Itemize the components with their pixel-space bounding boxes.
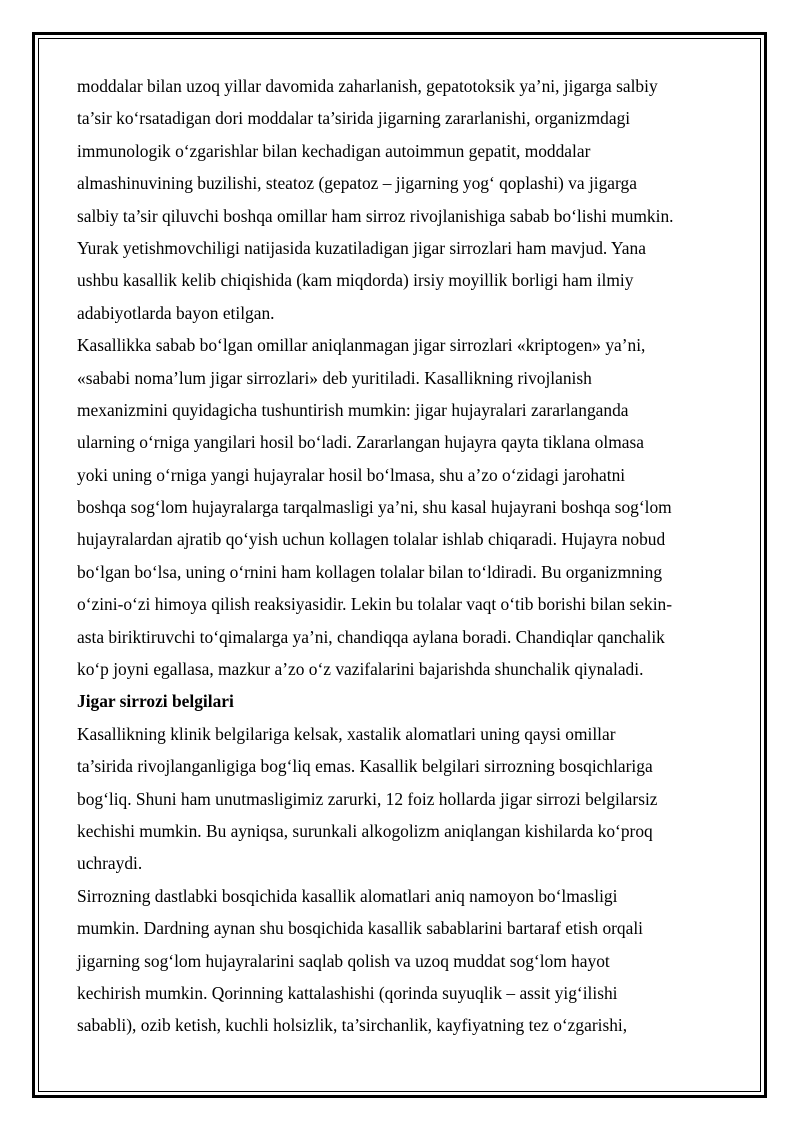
- text-line: ko‘p joyni egallasa, mazkur a’zo o‘z vazifalarini bajarishda shunchalik qiynaladi.: [77, 659, 644, 680]
- text-line: jigarning sog‘lom hujayralarini saqlab qolish va uzoq muddat sog‘lom hayot: [77, 950, 610, 971]
- text-line: bo‘lgan bo‘lsa, uning o‘rnini ham kollagen tolalar bilan to‘ldiradi. Bu organizmning: [77, 561, 663, 582]
- text-line: ularning o‘rniga yangilari hosil bo‘ladi. Zararlangan hujayra qayta tiklana olmasa: [77, 432, 644, 453]
- text-line: o‘zini-o‘zi himoya qilish reaksiyasidir. Lekin bu tolalar vaqt o‘tib borishi bilan sekin-: [77, 594, 673, 615]
- text-line: uchraydi.: [77, 853, 143, 874]
- text-line: Sirrozning dastlabki bosqichida kasallik alomatlari aniq namoyon bo‘lmasligi: [77, 885, 618, 906]
- text-line: ushbu kasallik kelib chiqishida (kam miqdorda) irsiy moyillik borligi ham ilmiy: [77, 270, 634, 291]
- text-line: Kasallikka sabab bo‘lgan omillar aniqlanmagan jigar sirrozlari «kriptogen» ya’ni,: [77, 335, 646, 356]
- text-line: Kasallikning klinik belgilariga kelsak, xastalik alomatlari uning qaysi omillar: [77, 723, 616, 744]
- text-line: mexanizmini quyidagicha tushuntirish mumkin: jigar hujayralari zararlanganda: [77, 399, 629, 420]
- text-line: kechirish mumkin. Qorinning kattalashishi (qorinda suyuqlik – assit yig‘ilishi: [77, 982, 618, 1003]
- text-line: Yurak yetishmovchiligi natijasida kuzatiladigan jigar sirrozlari ham mavjud. Yana: [77, 237, 646, 258]
- text-line: bog‘liq. Shuni ham unutmasligimiz zarurki, 12 foiz hollarda jigar sirrozi belgilarsiz: [77, 788, 658, 809]
- text-line: moddalar bilan uzoq yillar davomida zaharlanish, gepatotoksik ya’ni, jigarga salbiy: [77, 76, 658, 96]
- text-line: hujayralardan ajratib qo‘yish uchun kollagen tolalar ishlab chiqaradi. Hujayra nobud: [77, 529, 666, 550]
- text-line: ta’sir ko‘rsatadigan dori moddalar ta’sirida jigarning zararlanishi, organizmdagi: [77, 108, 631, 129]
- text-line: asta biriktiruvchi to‘qimalarga ya’ni, chandiqqa aylana boradi. Chandiqlar qanchalik: [77, 626, 665, 647]
- text-line: yoki uning o‘rniga yangi hujayralar hosil bo‘lmasa, shu a’zo o‘zidagi jarohatni: [77, 464, 626, 485]
- text-line: boshqa sog‘lom hujayralarga tarqalmasligi ya’ni, shu kasal hujayrani boshqa sog‘lom: [77, 497, 672, 518]
- text-line: immunologik o‘zgarishlar bilan kechadigan autoimmun gepatit, moddalar: [77, 140, 591, 161]
- text-line: kechishi mumkin. Bu ayniqsa, surunkali alkogolizm aniqlangan kishilarda ko‘proq: [77, 820, 653, 841]
- text-line: almashinuvining buzilishi, steatoz (gepatoz – jigarning yog‘ qoplashi) va jigarga: [77, 173, 637, 194]
- document-body: [77, 70, 731, 1042]
- text-line: ta’sirida rivojlanganligiga bog‘liq emas. Kasallik belgilari sirrozning bosqichlariga: [77, 756, 653, 777]
- section-heading: Jigar sirrozi belgilari: [77, 691, 234, 712]
- text-line: mumkin. Dardning aynan shu bosqichida kasallik sabablarini bartaraf etish orqali: [77, 918, 644, 939]
- text-line: «sababi noma’lum jigar sirrozlari» deb yuritiladi. Kasallikning rivojlanish: [77, 367, 592, 388]
- text-line: sababli), ozib ketish, kuchli holsizlik, ta’sirchanlik, kayfiyatning tez o‘zgarishi,: [77, 1015, 628, 1036]
- text-line: adabiyotlarda bayon etilgan.: [77, 302, 275, 323]
- text-line: salbiy ta’sir qiluvchi boshqa omillar ham sirroz rivojlanishiga sabab bo‘lishi mumkin.: [77, 205, 674, 226]
